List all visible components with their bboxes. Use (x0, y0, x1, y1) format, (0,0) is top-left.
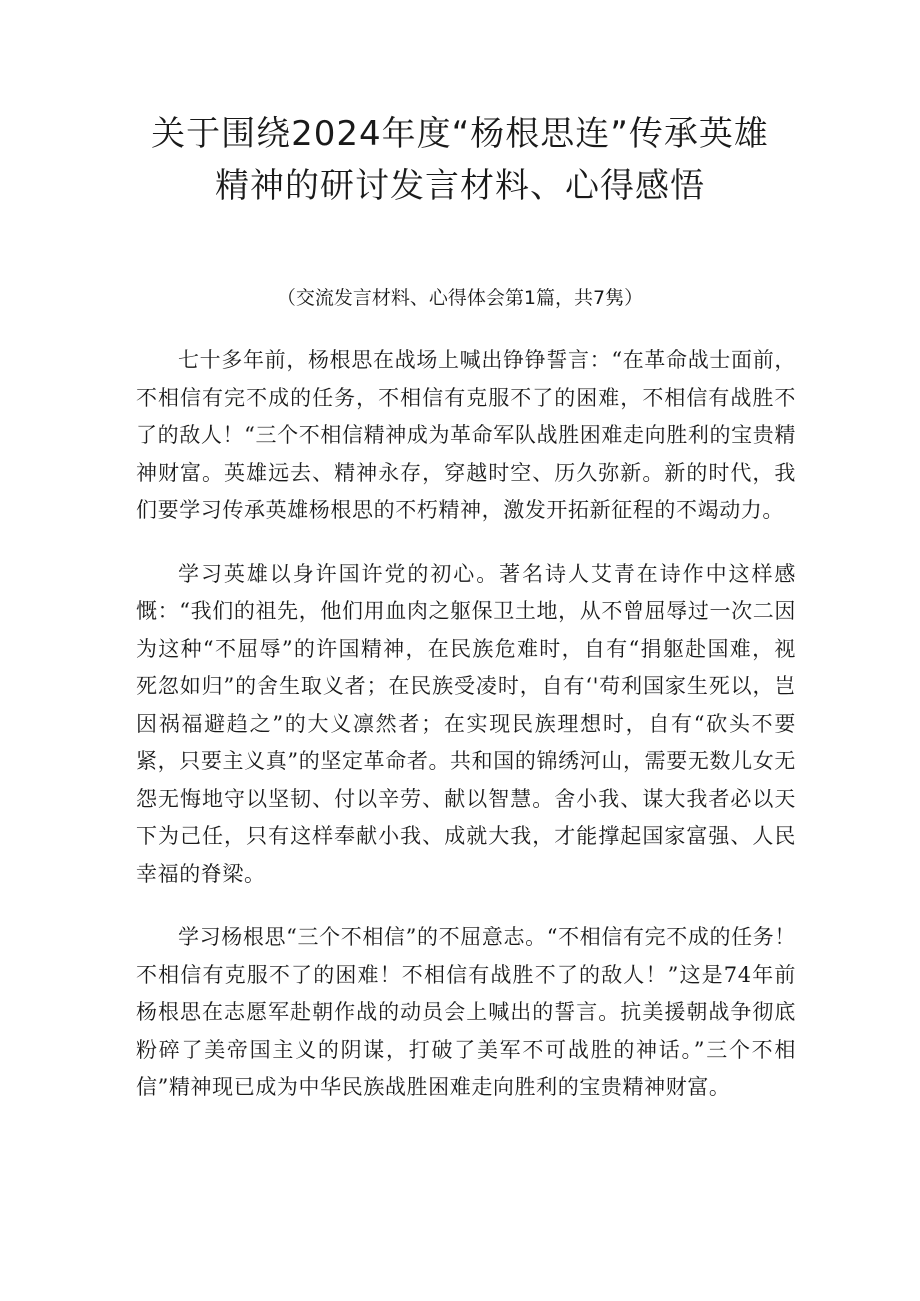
paragraph-3: 学习杨根思“三个不相信”的不屈意志。“不相信有完不成的任务！不相信有克服不了的困难！不相信有战胜不了的敌人！”这是74年前杨根思在志愿军赴朝作战的动员会上喊出的誓言。抗美援朝战争彻底粉碎了美帝国主义的阴谋，打破了美军不可战胜的神话。”三个不相信”精神现已成为中华民族战胜困难走向胜利的宝贵精神财富。 (136, 925, 796, 1099)
paragraph-2: 学习英雄以身许国许党的初心。著名诗人艾青在诗作中这样感慨：“我们的祖先，他们用血肉之躯保卫土地，从不曾屈辱过一次二因为这种“不屈辱”的许国精神，在民族危难时，自有“捐躯赴国难，视死忽如归”的舍生取义者；在民族受凌时，自有‘'苟利国家生死以，岂因祸福避趋之”的大义凛然者；在实现民族理想时，自有“砍头不要紧，只要主义真”的坚定革命者。共和国的锦绣河山，需要无数儿女无怨无悔地守以坚韧、付以辛劳、献以智慧。舍小我、谋大我者必以天下为己任，只有这样奉献小我、成就大我，才能撑起国家富强、人民幸福的脊梁。 (136, 561, 796, 886)
title-line-1: 关于围绕2024年度“杨根思连”传承英雄 (151, 114, 769, 154)
document-title (60, 108, 860, 212)
document-body (136, 342, 796, 1133)
document-subtitle: （交流发言材料、心得体会第1篇，共7隽） (276, 287, 644, 309)
paragraph-1: 七十多年前，杨根思在战场上喊出铮铮誓言：“在革命战士面前，不相信有完不成的任务，不相信有克服不了的困难，不相信有战胜不了的敌人！“三个不相信精神成为革命军队战胜困难走向胜利的宝贵精神财富。英雄远去、精神永存，穿越时空、历久弥新。新的时代，我们要学习传承英雄杨根思的不朽精神，激发开拓新征程的不竭动力。 (136, 348, 796, 522)
title-line-2: 精神的研讨发言材料、心得感悟 (215, 166, 705, 206)
